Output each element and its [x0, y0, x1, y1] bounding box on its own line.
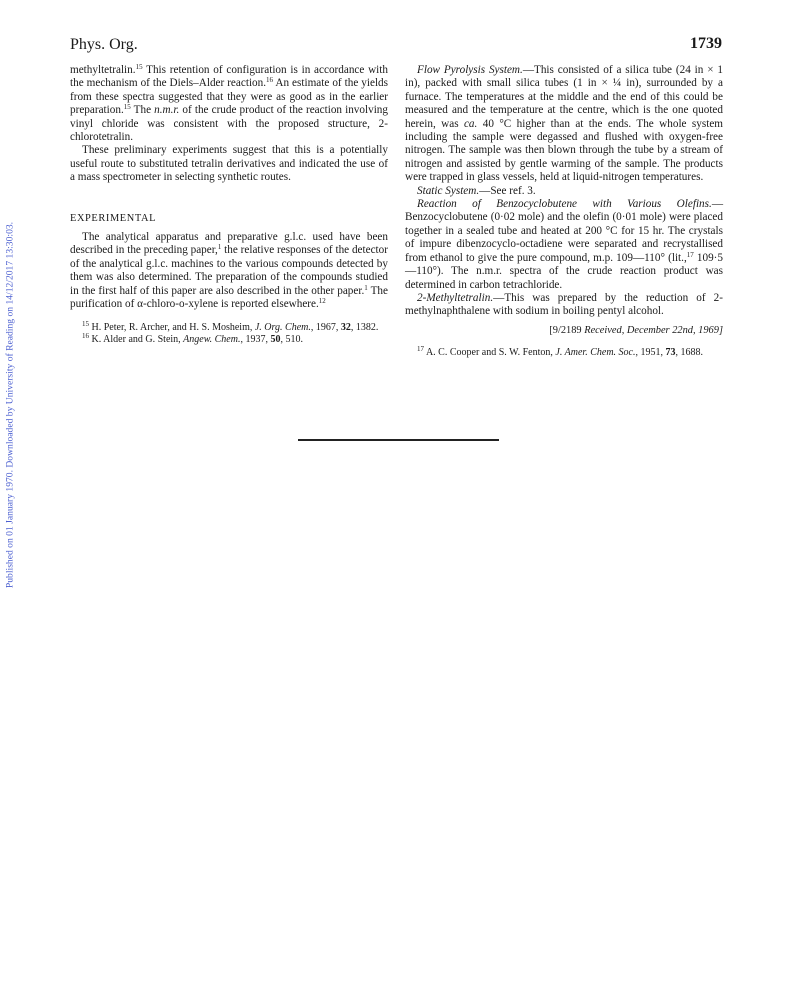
left-column [70, 64, 388, 346]
download-sidebar [2, 200, 18, 610]
footnote: $^{15}$ H. Peter, R. Archer, and H. S. Mosheim, J. Org. Chem., 1967, 32, 1382. [82, 319, 379, 333]
footnotes [405, 347, 723, 359]
paragraph: 2-Methyltetralin.—This was prepared by the reduction of 2-methylnaphthalene with sodium in boiling pentyl alcohol. [405, 291, 723, 318]
page-number: 1739 [690, 35, 722, 52]
paragraph: The analytical apparatus and preparative g.l.c. used have been described in the preceding paper,$^1$ the relative responses of the detector of the analytical g.l.c. machines to the various compounds detected by them was also determined. The preparation of the compounds studied in the first half of this paper are also described in the other paper.$^1$ The purification of α-chloro-o-xylene is reported elsewhere.$^{12}$ [70, 231, 388, 311]
paragraph: Static System.—See ref. 3. [417, 184, 536, 197]
paragraph: methyltetralin.$^{15}$ This retention of configuration is in accordance with the mechanism of the Diels–Alder reaction.$^{16}$ An estimate of the yields from these spectra suggested that they were as good as in the earlier preparation.$^{15}$ The n.m.r. of the crude product of the reaction involving vinyl chloride was consistent with the proposed structure, 2-chlorotetralin. [70, 63, 388, 144]
right-column [405, 64, 723, 360]
section-heading: EXPERIMENTAL [70, 212, 157, 224]
end-rule [298, 439, 499, 441]
footnote: $^{16}$ K. Alder and G. Stein, Angew. Chem., 1937, 50, 510. [82, 331, 303, 345]
footnote: $^{17}$ A. C. Cooper and S. W. Fenton, J. Amer. Chem. Soc., 1951, 73, 1688. [417, 345, 703, 359]
paragraph: Reaction of Benzocyclobutene with Various Olefins.—Benzocyclobutene (0·02 mole) and the olefin (0·01 mole) were placed together in a sealed tube and heated at 200 °C for 15 hr. The crystals of impure dibenzocyclo-octadiene were separated and recrystallised from ethanol to give the pure compound, m.p. 109—110° (lit.,$^{17}$ 109·5—110°). The n.m.r. spectra of the crude reaction product was determined in carbon tetrachloride. [405, 198, 723, 291]
paragraph: Flow Pyrolysis System.—This consisted of a silica tube (24 in × 1 in), packed with small silica tubes (1 in × ¼ in), surrounded by a furnace. The temperatures at the middle and the end of this could be measured and the temperature at the centre, which is the one quoted herein, was ca. 40 °C higher than at the ends. The whole system including the sample were degassed and flushed with oxygen-free nitrogen. The sample was then blown through the tube by a stream of nitrogen and assisted by gentle warming of the sample. The products were trapped in glass vessels, held at liquid-nitrogen temperatures. [405, 64, 723, 184]
received-date: [9/2189 Received, December 22nd, 1969] [549, 324, 723, 336]
footnotes [70, 319, 388, 347]
paragraph: These preliminary experiments suggest that this is a potentially useful route to substituted tetralin derivatives and indicated the use of a mass spectrometer in selecting synthetic routes. [70, 144, 388, 184]
download-notice: Published on 01 January 1970. Downloaded by University of Reading on 14/12/2017 13:30:03. [4, 221, 16, 589]
journal-header: Phys. Org. [70, 36, 138, 53]
